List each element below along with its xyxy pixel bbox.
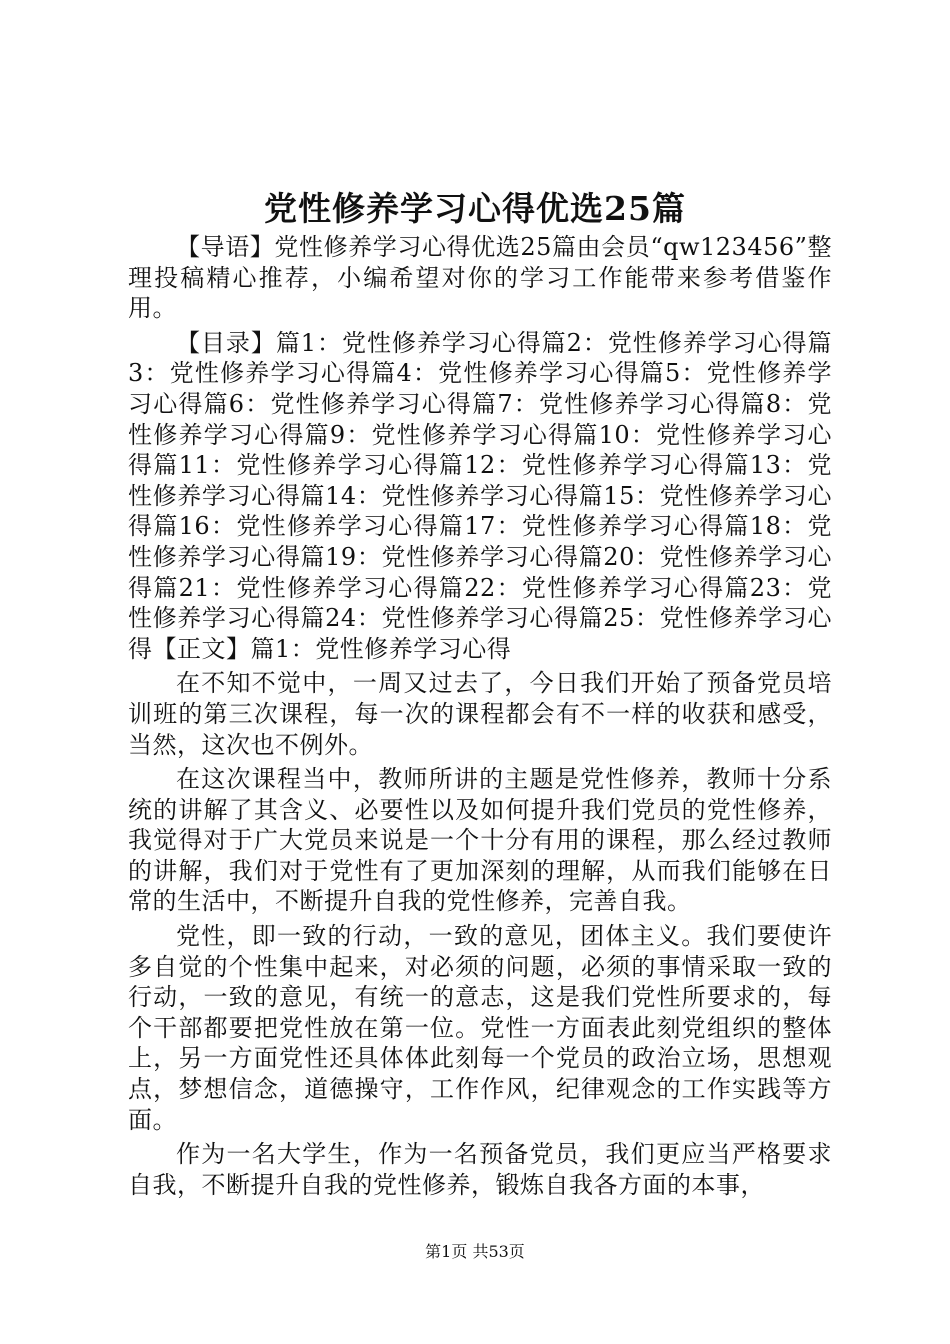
paragraph-body-4: 作为一名大学生，作为一名预备党员，我们更应当严格要求自我，不断提升自我的党性修养，锻炼自我各方面的本事， [128, 1140, 832, 1199]
paragraph-toc: 【目录】篇1：党性修养学习心得篇2：党性修养学习心得篇3：党性修养学习心得篇4：党性修养学习心得篇5：党性修养学习心得篇6：党性修养学习心得篇7：党性修养学习心得篇8：党性修养学习心得篇9：党性修养学习心得篇10：党性修养学习心得篇11：党性修养学习心得篇12：党性修养学习心得篇13：党性修养学习心得篇14：党性修养学习心得篇15：党性修养学习心得篇16：党性修养学习心得篇17：党性修养学习心得篇18：党性修养学习心得篇19：党性修养学习心得篇20：党性修养学习心得篇21：党性修养学习心得篇22：党性修养学习心得篇23：党性修养学习心得篇24：党性修养学习心得篇25：党性修养学习心得【正文】篇1：党性修养学习心得 [128, 328, 832, 663]
paragraph-intro: 【导语】党性修养学习心得优选25篇由会员“qw123456”整理投稿精心推荐，小编希望对你的学习工作能带来参考借鉴作用。 [128, 233, 832, 323]
page-number-footer: 第1页 共53页 [425, 1242, 525, 1261]
paragraph-body-1: 在不知不觉中，一周又过去了，今日我们开始了预备党员培训班的第三次课程，每一次的课程都会有不一样的收获和感受，当然，这次也不例外。 [128, 669, 832, 759]
document-title: 党性修养学习心得优选25篇 [264, 189, 686, 228]
paragraph-body-3: 党性，即一致的行动，一致的意见，团体主义。我们要使许多自觉的个性集中起来，对必须的问题，必须的事情采取一致的行动，一致的意见，有统一的意志，这是我们党性所要求的，每个干部都要把党性放在第一位。党性一方面表此刻党组织的整体上，另一方面党性还具体体此刻每一个党员的政治立场，思想观点，梦想信念，道德操守，工作作风，纪律观念的工作实践等方面。 [128, 922, 832, 1134]
document-body [128, 232, 832, 1204]
paragraph-body-2: 在这次课程当中，教师所讲的主题是党性修养，教师十分系统的讲解了其含义、必要性以及如何提升我们党员的党性修养，我觉得对于广大党员来说是一个十分有用的课程，那么经过教师的讲解，我们对于党性有了更加深刻的理解，从而我们能够在日常的生活中，不断提升自我的党性修养，完善自我。 [128, 765, 832, 916]
